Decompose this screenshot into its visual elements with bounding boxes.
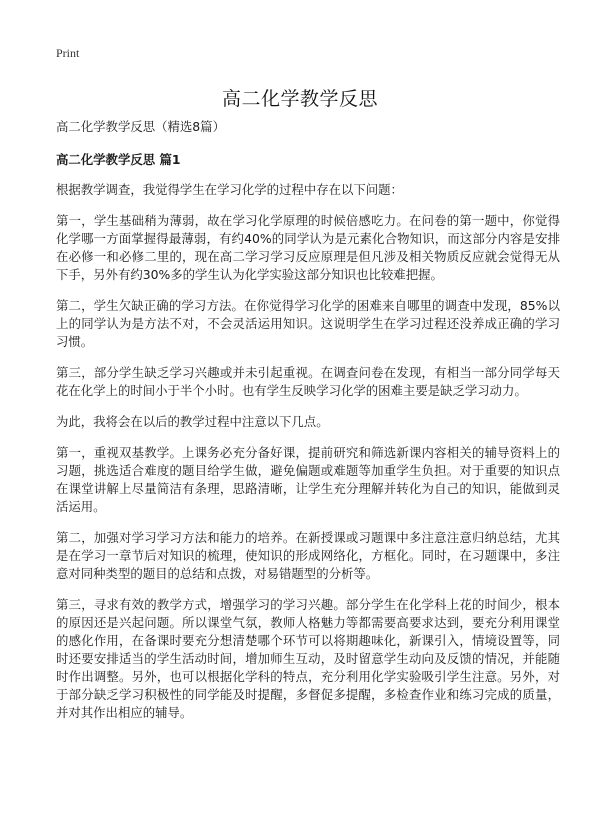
document-body bbox=[56, 118, 560, 735]
paragraph-problem-2: 第二，学生欠缺正确的学习方法。在你觉得学习化学的困难来自哪里的调查中发现，85%以上的同学认为是方法不对，不会灵活运用知识。这说明学生在学习过程还没养成正确的学习习惯。 bbox=[56, 298, 560, 349]
print-label: Print bbox=[56, 46, 80, 60]
paragraph-problem-1: 第一，学生基础稍为薄弱，故在学习化学原理的时候倍感吃力。在问卷的第一题中，你觉得化学哪一方面掌握得最薄弱，有约40%的同学认为是元素化合物知识，而这部分内容是安排在必修一和必修二里的，现在高二学习学习反应原理是但凡涉及相关物质反应就会觉得无从下手，另外有约30%多的学生认为化学实验这部分知识也比较难把握。 bbox=[56, 213, 560, 282]
paragraph-measure-1: 第一，重视双基教学。上课务必充分备好课，提前研究和筛选新课内容相关的辅导资料上的习题，挑选适合难度的题目给学生做，避免偏题或难题等加重学生负担。对于重要的知识点在课堂讲解上尽量简洁有条理，思路清晰，让学生充分理解并转化为自己的知识，能做到灵活运用。 bbox=[56, 445, 560, 514]
paragraph-problem-3: 第三，部分学生缺乏学习兴趣或并未引起重视。在调查问卷在发现，有相当一部分同学每天花在化学上的时间小于半个小时。也有学生反映学习化学的困难主要是缺乏学习动力。 bbox=[56, 365, 560, 398]
paragraph-measure-2: 第二，加强对学习学习方法和能力的培养。在新授课或习题课中多注意注意归纳总结，尤其是在学习一章节后对知识的梳理，使知识的形成网络化，方框化。同时，在习题课中，多注意对同种类型的题目的总结和点拨，对易错题型的分析等。 bbox=[56, 530, 560, 581]
document-title: 高二化学教学反思 bbox=[221, 88, 378, 110]
paragraph-intro: 根据教学调查，我觉得学生在学习化学的过程中存在以下问题： bbox=[56, 182, 403, 197]
paragraph-measure-3: 第三，寻求有效的教学方式，增强学习的学习兴趣。部分学生在化学科上花的时间少，根本的原因还是兴起问题。所以课堂气氛，教师人格魅力等都需要高要求达到，要充分利用课堂的感化作用，在备课时要充分想清楚哪个环节可以将期趣味化，新课引入，情境设置等，同时还要安排适当的学生活动时间，增加师生互动，及时留意学生动向及反馈的情况，并能随时作出调整。另外，也可以根据化学科的特点，充分利用化学实验吸引学生注意。另外，对于部分缺乏学习积极性的同学能及时提醒，多督促多提醒，多检查作业和练习完成的质量，并对其作出相应的辅导。 bbox=[56, 597, 560, 720]
paragraph-transition: 为此，我将会在以后的教学过程中注意以下几点。 bbox=[56, 414, 329, 429]
section-heading: 高二化学教学反思 篇1 bbox=[56, 152, 181, 167]
document-subtitle: 高二化学教学反思（精选8篇） bbox=[56, 119, 225, 134]
